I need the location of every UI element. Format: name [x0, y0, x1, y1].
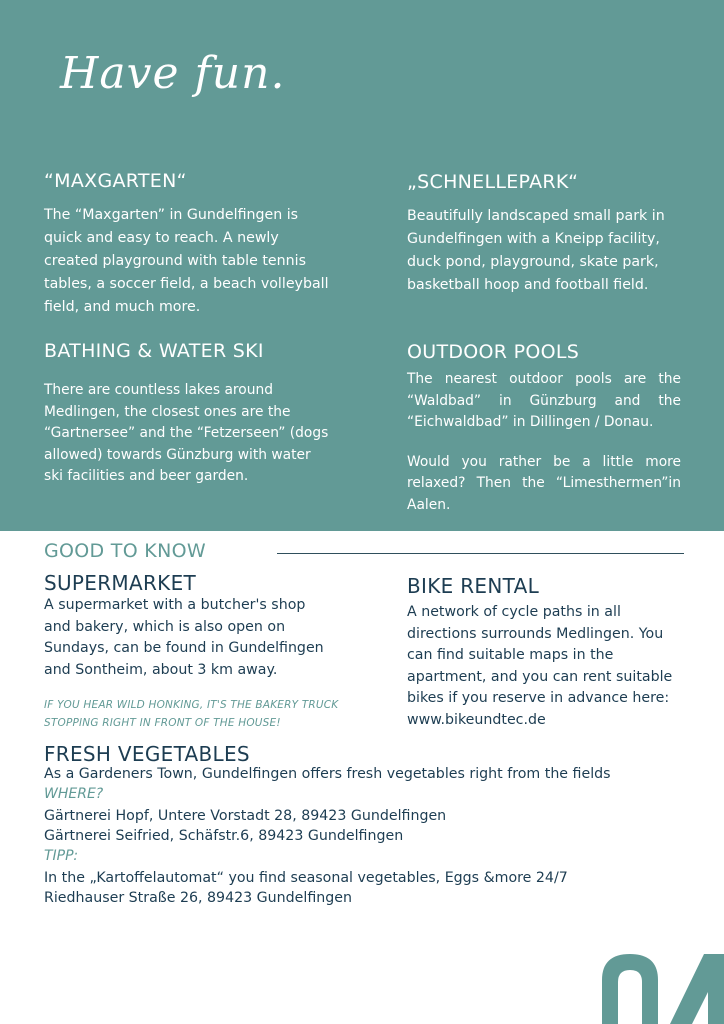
bakery-truck-note-line-1: IF YOU HEAR WILD HONKING, IT'S THE BAKERY TRUCK — [44, 699, 339, 711]
good-to-know-heading: GOOD TO KNOW — [44, 540, 206, 562]
pools-body-2: Would you rather be a little more relaxed? Then the “Limesthermen”in Aalen. — [407, 453, 681, 513]
maxgarten-body: The “Maxgarten” in Gundelfingen is quick and easy to reach. A newly created playground with table tennis tables, a soccer field, a beach volleyball field, and much more. — [44, 207, 329, 315]
tipp-address: Riedhauser Straße 26, 89423 Gundelfingen — [44, 890, 352, 906]
bathing-heading: BATHING & WATER SKI — [44, 340, 264, 362]
page-number — [600, 952, 724, 1024]
bathing-section — [44, 340, 344, 488]
tipp-kartoffelautomat: In the „Kartoffelautomat“ you find seasonal vegetables, Eggs &more 24/7 — [44, 870, 568, 886]
fresh-vegetables-intro: As a Gardeners Town, Gundelfingen offers fresh vegetables right from the fields — [44, 766, 611, 782]
bakery-truck-note — [44, 696, 338, 732]
have-fun-title: Have fun. — [60, 48, 286, 99]
bakery-truck-note-line-2: STOPPING RIGHT IN FRONT OF THE HOUSE! — [44, 717, 281, 729]
bike-rental-section — [407, 574, 687, 731]
supermarket-body: A supermarket with a butcher's shop and bakery, which is also open on Sundays, can be found in Gundelfingen and Sontheim, about 3 km away. — [44, 597, 324, 678]
good-to-know-divider — [277, 553, 684, 554]
address-seifried: Gärtnerei Seifried, Schäfstr.6, 89423 Gundelfingen — [44, 828, 404, 844]
bike-rental-body: A network of cycle paths in all directions surrounds Medlingen. You can find suitable maps in the apartment, and you can rent suitable bikes if you reserve in advance here: www.bikeundtec.de — [407, 604, 673, 728]
page-number-graphic — [600, 952, 724, 1024]
fresh-vegetables-section — [44, 742, 684, 908]
pools-heading: OUTDOOR POOLS — [407, 341, 580, 363]
bike-rental-heading: BIKE RENTAL — [407, 574, 540, 598]
fresh-vegetables-heading: FRESH VEGETABLES — [44, 742, 250, 766]
schnellepark-section — [407, 171, 687, 297]
pools-section — [407, 341, 681, 516]
tipp-label: TIPP: — [44, 848, 79, 864]
address-hopf: Gärtnerei Hopf, Untere Vorstadt 28, 89423 Gundelfingen — [44, 808, 447, 824]
supermarket-heading: SUPERMARKET — [44, 571, 197, 595]
schnellepark-body: Beautifully landscaped small park in Gundelfingen with a Kneipp facility, duck pond, playground, skate park, basketball hoop and football field. — [407, 208, 665, 293]
where-label: WHERE? — [44, 786, 104, 802]
maxgarten-section — [44, 170, 344, 319]
schnellepark-heading: „SCHNELLEPARK“ — [407, 171, 579, 193]
supermarket-section — [44, 571, 344, 681]
bathing-body: There are countless lakes around Medlingen, the closest ones are the “Gartnersee” and the “Fetzerseen” (dogs allowed) towards Günzburg with water ski facilities and beer garden. — [44, 382, 329, 484]
pools-body-1: The nearest outdoor pools are the “Waldbad” in Günzburg and the “Eichwaldbad” in Dillingen / Donau. — [407, 371, 681, 430]
maxgarten-heading: “MAXGARTEN“ — [44, 170, 187, 192]
